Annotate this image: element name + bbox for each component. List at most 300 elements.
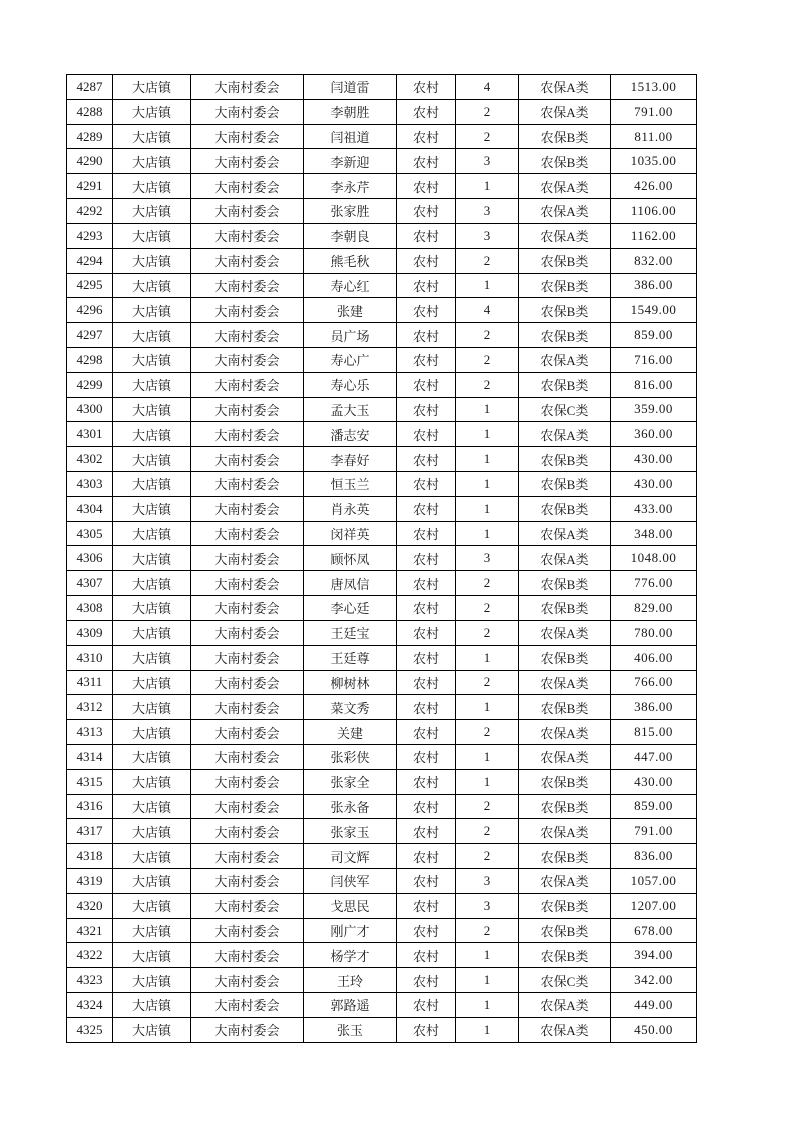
cell-person-name: 菜文秀 <box>304 695 397 720</box>
cell-residence-type: 农村 <box>397 968 456 993</box>
cell-insurance-class: 农保A类 <box>519 993 611 1018</box>
cell-insurance-class: 农保B类 <box>519 943 611 968</box>
cell-amount: 360.00 <box>611 422 697 447</box>
cell-serial-number: 4320 <box>67 893 113 918</box>
cell-insurance-class: 农保B类 <box>519 149 611 174</box>
cell-insurance-class: 农保B类 <box>519 695 611 720</box>
cell-serial-number: 4299 <box>67 372 113 397</box>
cell-insurance-class: 农保A类 <box>519 521 611 546</box>
cell-amount: 1513.00 <box>611 75 697 100</box>
cell-person-name: 寿心红 <box>304 273 397 298</box>
cell-insurance-class: 农保B类 <box>519 248 611 273</box>
cell-town: 大店镇 <box>113 372 191 397</box>
cell-village-committee: 大南村委会 <box>191 893 304 918</box>
cell-amount: 394.00 <box>611 943 697 968</box>
cell-village-committee: 大南村委会 <box>191 645 304 670</box>
cell-insurance-class: 农保B类 <box>519 794 611 819</box>
table-row <box>67 620 697 645</box>
cell-serial-number: 4315 <box>67 769 113 794</box>
cell-town: 大店镇 <box>113 794 191 819</box>
cell-insurance-class: 农保A类 <box>519 670 611 695</box>
table-row <box>67 744 697 769</box>
cell-residence-type: 农村 <box>397 347 456 372</box>
cell-village-committee: 大南村委会 <box>191 124 304 149</box>
cell-village-committee: 大南村委会 <box>191 397 304 422</box>
cell-serial-number: 4304 <box>67 496 113 521</box>
cell-town: 大店镇 <box>113 298 191 323</box>
table-row <box>67 273 697 298</box>
cell-town: 大店镇 <box>113 869 191 894</box>
cell-amount: 815.00 <box>611 720 697 745</box>
table-row <box>67 819 697 844</box>
cell-town: 大店镇 <box>113 596 191 621</box>
cell-person-count: 1 <box>456 943 519 968</box>
cell-person-count: 3 <box>456 546 519 571</box>
cell-village-committee: 大南村委会 <box>191 99 304 124</box>
table-row <box>67 174 697 199</box>
table-row <box>67 869 697 894</box>
cell-town: 大店镇 <box>113 472 191 497</box>
cell-town: 大店镇 <box>113 571 191 596</box>
cell-town: 大店镇 <box>113 918 191 943</box>
cell-amount: 1549.00 <box>611 298 697 323</box>
cell-insurance-class: 农保A类 <box>519 99 611 124</box>
cell-amount: 426.00 <box>611 174 697 199</box>
cell-town: 大店镇 <box>113 1017 191 1042</box>
cell-insurance-class: 农保A类 <box>519 869 611 894</box>
cell-insurance-class: 农保A类 <box>519 422 611 447</box>
records-table <box>66 74 697 1043</box>
cell-residence-type: 农村 <box>397 893 456 918</box>
cell-insurance-class: 农保A类 <box>519 546 611 571</box>
cell-serial-number: 4311 <box>67 670 113 695</box>
cell-village-committee: 大南村委会 <box>191 521 304 546</box>
cell-person-count: 1 <box>456 993 519 1018</box>
cell-insurance-class: 农保B类 <box>519 273 611 298</box>
cell-person-count: 2 <box>456 794 519 819</box>
cell-serial-number: 4309 <box>67 620 113 645</box>
cell-serial-number: 4289 <box>67 124 113 149</box>
cell-person-count: 2 <box>456 571 519 596</box>
cell-town: 大店镇 <box>113 124 191 149</box>
cell-insurance-class: 农保B类 <box>519 472 611 497</box>
cell-serial-number: 4301 <box>67 422 113 447</box>
cell-residence-type: 农村 <box>397 372 456 397</box>
cell-person-name: 寿心乐 <box>304 372 397 397</box>
table-row <box>67 794 697 819</box>
cell-amount: 1057.00 <box>611 869 697 894</box>
cell-town: 大店镇 <box>113 769 191 794</box>
cell-town: 大店镇 <box>113 546 191 571</box>
cell-town: 大店镇 <box>113 447 191 472</box>
cell-village-committee: 大南村委会 <box>191 174 304 199</box>
table-row <box>67 496 697 521</box>
cell-town: 大店镇 <box>113 199 191 224</box>
cell-person-count: 1 <box>456 744 519 769</box>
cell-town: 大店镇 <box>113 521 191 546</box>
table-row <box>67 943 697 968</box>
cell-serial-number: 4293 <box>67 223 113 248</box>
cell-residence-type: 农村 <box>397 943 456 968</box>
cell-town: 大店镇 <box>113 993 191 1018</box>
cell-serial-number: 4300 <box>67 397 113 422</box>
cell-person-count: 2 <box>456 720 519 745</box>
cell-town: 大店镇 <box>113 968 191 993</box>
cell-person-name: 李朝胜 <box>304 99 397 124</box>
cell-serial-number: 4319 <box>67 869 113 894</box>
cell-village-committee: 大南村委会 <box>191 571 304 596</box>
cell-serial-number: 4303 <box>67 472 113 497</box>
cell-residence-type: 农村 <box>397 496 456 521</box>
table-row <box>67 223 697 248</box>
table-row <box>67 844 697 869</box>
cell-serial-number: 4295 <box>67 273 113 298</box>
cell-residence-type: 农村 <box>397 323 456 348</box>
cell-insurance-class: 农保A类 <box>519 223 611 248</box>
cell-residence-type: 农村 <box>397 149 456 174</box>
cell-insurance-class: 农保B类 <box>519 596 611 621</box>
cell-village-committee: 大南村委会 <box>191 620 304 645</box>
cell-amount: 450.00 <box>611 1017 697 1042</box>
cell-person-count: 4 <box>456 298 519 323</box>
cell-serial-number: 4307 <box>67 571 113 596</box>
cell-serial-number: 4291 <box>67 174 113 199</box>
cell-village-committee: 大南村委会 <box>191 869 304 894</box>
cell-amount: 832.00 <box>611 248 697 273</box>
cell-insurance-class: 农保A类 <box>519 347 611 372</box>
cell-village-committee: 大南村委会 <box>191 918 304 943</box>
cell-residence-type: 农村 <box>397 571 456 596</box>
cell-insurance-class: 农保B类 <box>519 323 611 348</box>
cell-person-count: 2 <box>456 99 519 124</box>
cell-person-name: 张家全 <box>304 769 397 794</box>
cell-insurance-class: 农保B类 <box>519 918 611 943</box>
cell-person-name: 员广场 <box>304 323 397 348</box>
cell-village-committee: 大南村委会 <box>191 347 304 372</box>
cell-town: 大店镇 <box>113 620 191 645</box>
cell-serial-number: 4288 <box>67 99 113 124</box>
cell-residence-type: 农村 <box>397 620 456 645</box>
cell-person-count: 2 <box>456 372 519 397</box>
cell-village-committee: 大南村委会 <box>191 447 304 472</box>
cell-person-count: 1 <box>456 447 519 472</box>
cell-town: 大店镇 <box>113 75 191 100</box>
cell-village-committee: 大南村委会 <box>191 670 304 695</box>
table-row <box>67 670 697 695</box>
cell-insurance-class: 农保B类 <box>519 372 611 397</box>
cell-amount: 430.00 <box>611 472 697 497</box>
cell-person-name: 张彩侠 <box>304 744 397 769</box>
cell-person-name: 恒玉兰 <box>304 472 397 497</box>
cell-insurance-class: 农保A类 <box>519 199 611 224</box>
cell-person-name: 肖永英 <box>304 496 397 521</box>
cell-amount: 859.00 <box>611 794 697 819</box>
cell-insurance-class: 农保A类 <box>519 174 611 199</box>
cell-amount: 829.00 <box>611 596 697 621</box>
cell-residence-type: 农村 <box>397 397 456 422</box>
cell-person-count: 3 <box>456 893 519 918</box>
cell-amount: 716.00 <box>611 347 697 372</box>
cell-village-committee: 大南村委会 <box>191 248 304 273</box>
cell-amount: 780.00 <box>611 620 697 645</box>
cell-insurance-class: 农保A类 <box>519 819 611 844</box>
cell-village-committee: 大南村委会 <box>191 273 304 298</box>
cell-residence-type: 农村 <box>397 422 456 447</box>
table-row <box>67 645 697 670</box>
cell-town: 大店镇 <box>113 695 191 720</box>
cell-person-name: 王廷宝 <box>304 620 397 645</box>
cell-town: 大店镇 <box>113 248 191 273</box>
table-row <box>67 720 697 745</box>
cell-village-committee: 大南村委会 <box>191 199 304 224</box>
cell-town: 大店镇 <box>113 844 191 869</box>
cell-insurance-class: 农保C类 <box>519 968 611 993</box>
cell-village-committee: 大南村委会 <box>191 472 304 497</box>
cell-residence-type: 农村 <box>397 248 456 273</box>
cell-residence-type: 农村 <box>397 546 456 571</box>
cell-person-name: 闫侠军 <box>304 869 397 894</box>
cell-person-count: 1 <box>456 521 519 546</box>
cell-person-count: 2 <box>456 819 519 844</box>
cell-person-name: 李永芹 <box>304 174 397 199</box>
cell-person-name: 李春好 <box>304 447 397 472</box>
cell-residence-type: 农村 <box>397 720 456 745</box>
cell-residence-type: 农村 <box>397 124 456 149</box>
table-row <box>67 75 697 100</box>
cell-residence-type: 农村 <box>397 844 456 869</box>
cell-serial-number: 4308 <box>67 596 113 621</box>
cell-amount: 816.00 <box>611 372 697 397</box>
cell-town: 大店镇 <box>113 893 191 918</box>
cell-amount: 433.00 <box>611 496 697 521</box>
cell-village-committee: 大南村委会 <box>191 496 304 521</box>
cell-person-count: 2 <box>456 918 519 943</box>
cell-person-name: 李新迎 <box>304 149 397 174</box>
cell-person-count: 2 <box>456 347 519 372</box>
table-row <box>67 521 697 546</box>
cell-serial-number: 4312 <box>67 695 113 720</box>
cell-person-name: 熊毛秋 <box>304 248 397 273</box>
cell-village-committee: 大南村委会 <box>191 298 304 323</box>
cell-person-count: 3 <box>456 869 519 894</box>
cell-person-name: 顾怀凤 <box>304 546 397 571</box>
table-row <box>67 918 697 943</box>
cell-person-name: 李朝良 <box>304 223 397 248</box>
cell-person-count: 2 <box>456 596 519 621</box>
table-row <box>67 99 697 124</box>
table-row <box>67 695 697 720</box>
cell-village-committee: 大南村委会 <box>191 149 304 174</box>
cell-serial-number: 4322 <box>67 943 113 968</box>
cell-amount: 811.00 <box>611 124 697 149</box>
cell-person-name: 张家玉 <box>304 819 397 844</box>
cell-amount: 776.00 <box>611 571 697 596</box>
cell-amount: 791.00 <box>611 819 697 844</box>
cell-town: 大店镇 <box>113 670 191 695</box>
cell-village-committee: 大南村委会 <box>191 968 304 993</box>
cell-person-name: 张永备 <box>304 794 397 819</box>
cell-residence-type: 农村 <box>397 769 456 794</box>
cell-residence-type: 农村 <box>397 223 456 248</box>
table-row <box>67 422 697 447</box>
cell-person-count: 2 <box>456 670 519 695</box>
cell-village-committee: 大南村委会 <box>191 596 304 621</box>
cell-town: 大店镇 <box>113 149 191 174</box>
cell-person-count: 2 <box>456 248 519 273</box>
cell-serial-number: 4310 <box>67 645 113 670</box>
table-row <box>67 1017 697 1042</box>
cell-town: 大店镇 <box>113 422 191 447</box>
cell-person-count: 4 <box>456 75 519 100</box>
cell-person-count: 3 <box>456 223 519 248</box>
cell-residence-type: 农村 <box>397 869 456 894</box>
cell-town: 大店镇 <box>113 323 191 348</box>
table-row <box>67 323 697 348</box>
cell-serial-number: 4306 <box>67 546 113 571</box>
cell-person-name: 戈思民 <box>304 893 397 918</box>
cell-insurance-class: 农保A类 <box>519 720 611 745</box>
cell-person-name: 张玉 <box>304 1017 397 1042</box>
cell-amount: 359.00 <box>611 397 697 422</box>
cell-residence-type: 农村 <box>397 447 456 472</box>
cell-person-count: 1 <box>456 1017 519 1042</box>
cell-person-name: 张家胜 <box>304 199 397 224</box>
cell-person-count: 3 <box>456 149 519 174</box>
cell-village-committee: 大南村委会 <box>191 422 304 447</box>
cell-serial-number: 4297 <box>67 323 113 348</box>
cell-person-name: 郭路遥 <box>304 993 397 1018</box>
cell-person-name: 寿心广 <box>304 347 397 372</box>
cell-person-count: 1 <box>456 645 519 670</box>
cell-village-committee: 大南村委会 <box>191 695 304 720</box>
cell-person-count: 1 <box>456 174 519 199</box>
table-row <box>67 397 697 422</box>
table-row <box>67 248 697 273</box>
cell-insurance-class: 农保A类 <box>519 1017 611 1042</box>
cell-residence-type: 农村 <box>397 695 456 720</box>
cell-person-name: 闫道雷 <box>304 75 397 100</box>
table-row <box>67 199 697 224</box>
cell-serial-number: 4305 <box>67 521 113 546</box>
cell-town: 大店镇 <box>113 720 191 745</box>
cell-town: 大店镇 <box>113 99 191 124</box>
cell-person-count: 1 <box>456 695 519 720</box>
cell-insurance-class: 农保B类 <box>519 844 611 869</box>
table-row <box>67 596 697 621</box>
cell-town: 大店镇 <box>113 223 191 248</box>
cell-residence-type: 农村 <box>397 75 456 100</box>
cell-person-name: 潘志安 <box>304 422 397 447</box>
cell-person-name: 闵祥英 <box>304 521 397 546</box>
cell-amount: 1048.00 <box>611 546 697 571</box>
table-row <box>67 571 697 596</box>
cell-amount: 386.00 <box>611 695 697 720</box>
cell-person-name: 柳树林 <box>304 670 397 695</box>
cell-residence-type: 农村 <box>397 918 456 943</box>
cell-insurance-class: 农保A类 <box>519 620 611 645</box>
cell-amount: 386.00 <box>611 273 697 298</box>
cell-person-count: 1 <box>456 769 519 794</box>
cell-amount: 766.00 <box>611 670 697 695</box>
cell-person-name: 李心廷 <box>304 596 397 621</box>
cell-residence-type: 农村 <box>397 174 456 199</box>
cell-amount: 836.00 <box>611 844 697 869</box>
cell-amount: 1207.00 <box>611 893 697 918</box>
cell-person-name: 闫祖道 <box>304 124 397 149</box>
cell-village-committee: 大南村委会 <box>191 323 304 348</box>
cell-person-name: 王玲 <box>304 968 397 993</box>
cell-town: 大店镇 <box>113 273 191 298</box>
cell-serial-number: 4321 <box>67 918 113 943</box>
cell-residence-type: 农村 <box>397 993 456 1018</box>
cell-person-count: 3 <box>456 199 519 224</box>
cell-person-name: 唐凤信 <box>304 571 397 596</box>
cell-residence-type: 农村 <box>397 596 456 621</box>
cell-insurance-class: 农保B类 <box>519 124 611 149</box>
cell-village-committee: 大南村委会 <box>191 993 304 1018</box>
table-row <box>67 472 697 497</box>
cell-person-count: 1 <box>456 397 519 422</box>
cell-amount: 678.00 <box>611 918 697 943</box>
cell-serial-number: 4292 <box>67 199 113 224</box>
cell-person-count: 2 <box>456 124 519 149</box>
cell-serial-number: 4298 <box>67 347 113 372</box>
cell-amount: 406.00 <box>611 645 697 670</box>
cell-residence-type: 农村 <box>397 472 456 497</box>
cell-residence-type: 农村 <box>397 794 456 819</box>
cell-residence-type: 农村 <box>397 99 456 124</box>
cell-insurance-class: 农保C类 <box>519 397 611 422</box>
cell-person-name: 孟大玉 <box>304 397 397 422</box>
cell-village-committee: 大南村委会 <box>191 844 304 869</box>
cell-town: 大店镇 <box>113 819 191 844</box>
cell-village-committee: 大南村委会 <box>191 943 304 968</box>
table-row <box>67 149 697 174</box>
cell-serial-number: 4318 <box>67 844 113 869</box>
cell-insurance-class: 农保B类 <box>519 298 611 323</box>
cell-serial-number: 4323 <box>67 968 113 993</box>
table-row <box>67 372 697 397</box>
table-row <box>67 447 697 472</box>
cell-residence-type: 农村 <box>397 670 456 695</box>
cell-serial-number: 4290 <box>67 149 113 174</box>
cell-residence-type: 农村 <box>397 744 456 769</box>
cell-village-committee: 大南村委会 <box>191 819 304 844</box>
cell-person-count: 2 <box>456 323 519 348</box>
cell-village-committee: 大南村委会 <box>191 769 304 794</box>
cell-amount: 348.00 <box>611 521 697 546</box>
cell-amount: 1106.00 <box>611 199 697 224</box>
cell-serial-number: 4317 <box>67 819 113 844</box>
table-row <box>67 347 697 372</box>
table-row <box>67 893 697 918</box>
cell-serial-number: 4287 <box>67 75 113 100</box>
cell-insurance-class: 农保B类 <box>519 769 611 794</box>
table-row <box>67 546 697 571</box>
cell-serial-number: 4325 <box>67 1017 113 1042</box>
table-body <box>67 75 697 1043</box>
cell-residence-type: 农村 <box>397 273 456 298</box>
cell-town: 大店镇 <box>113 347 191 372</box>
cell-serial-number: 4294 <box>67 248 113 273</box>
cell-insurance-class: 农保A类 <box>519 744 611 769</box>
cell-insurance-class: 农保A类 <box>519 75 611 100</box>
cell-town: 大店镇 <box>113 645 191 670</box>
cell-insurance-class: 农保B类 <box>519 645 611 670</box>
cell-person-count: 1 <box>456 472 519 497</box>
cell-amount: 1162.00 <box>611 223 697 248</box>
cell-person-name: 王廷尊 <box>304 645 397 670</box>
